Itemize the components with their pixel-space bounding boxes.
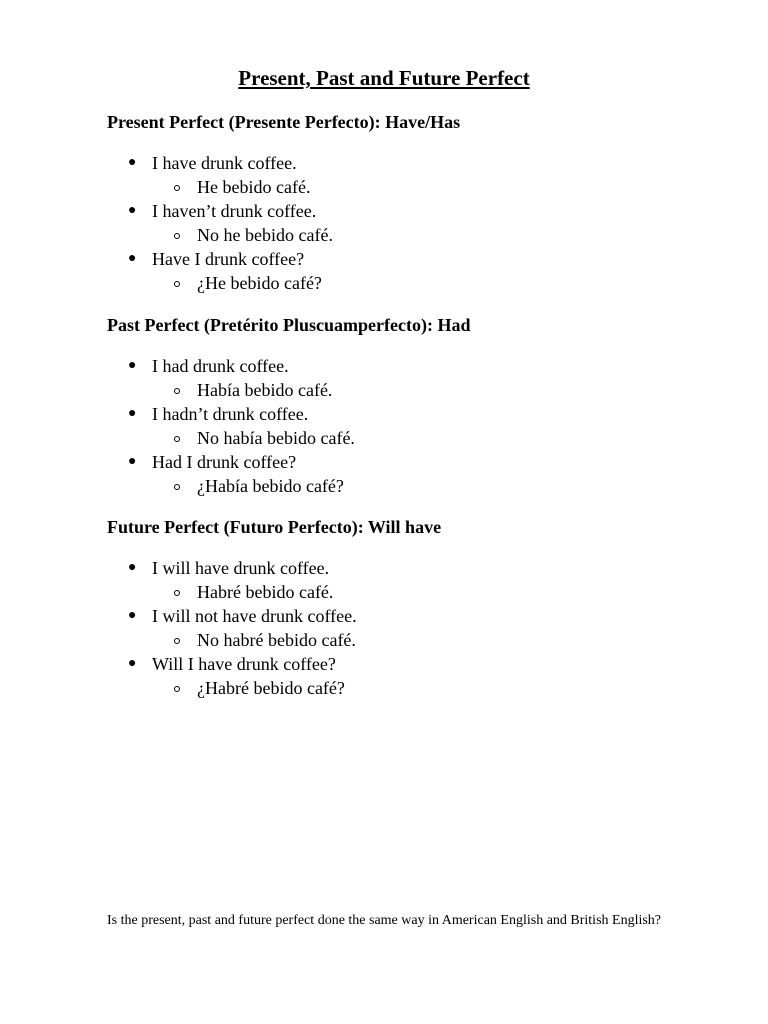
list-item	[107, 354, 727, 402]
english-text: I haven’t drunk coffee.	[152, 201, 317, 221]
spanish-translation	[107, 676, 727, 700]
bullet-icon: ●	[128, 203, 137, 218]
circle-bullet-icon	[174, 436, 180, 442]
list-item	[107, 151, 727, 199]
section-past-perfect	[107, 314, 727, 498]
section-heading: Past Perfect (Pretérito Pluscuamperfecto): Had	[107, 315, 471, 335]
section-present-perfect	[107, 111, 727, 295]
english-text: I hadn’t drunk coffee.	[152, 404, 309, 424]
english-text: Will I have drunk coffee?	[152, 654, 336, 674]
circle-bullet-icon	[174, 281, 180, 287]
footer-question: Is the present, past and future perfect done the same way in American English and British English?	[107, 913, 662, 928]
english-text: Have I drunk coffee?	[152, 249, 305, 269]
spanish-translation	[107, 628, 727, 652]
sentence-list	[107, 151, 727, 295]
document-title: Present, Past and Future Perfect	[238, 66, 530, 90]
section-future-perfect	[107, 516, 727, 700]
bullet-icon: ●	[128, 656, 137, 671]
english-text: Had I drunk coffee?	[152, 452, 297, 472]
spanish-text: ¿Habré bebido café?	[197, 678, 345, 698]
bullet-icon: ●	[128, 358, 137, 373]
bullet-icon: ●	[128, 155, 137, 170]
spanish-translation	[107, 378, 727, 402]
bullet-icon: ●	[128, 560, 137, 575]
list-item	[107, 604, 727, 652]
spanish-translation	[107, 223, 727, 247]
bullet-icon: ●	[128, 251, 137, 266]
sentence-list	[107, 354, 727, 498]
spanish-text: ¿Había bebido café?	[197, 476, 344, 496]
spanish-translation	[107, 271, 727, 295]
list-item	[107, 402, 727, 450]
circle-bullet-icon	[174, 590, 180, 596]
circle-bullet-icon	[174, 185, 180, 191]
bullet-icon: ●	[128, 608, 137, 623]
list-item	[107, 450, 727, 498]
spanish-text: No he bebido café.	[197, 225, 333, 245]
english-text: I had drunk coffee.	[152, 356, 289, 376]
sentence-list	[107, 556, 727, 700]
english-text: I will not have drunk coffee.	[152, 606, 357, 626]
spanish-text: ¿He bebido café?	[197, 273, 322, 293]
spanish-text: No había bebido café.	[197, 428, 355, 448]
section-heading: Future Perfect (Futuro Perfecto): Will have	[107, 517, 442, 537]
circle-bullet-icon	[174, 638, 180, 644]
circle-bullet-icon	[174, 484, 180, 490]
circle-bullet-icon	[174, 686, 180, 692]
english-sentence	[107, 247, 727, 271]
circle-bullet-icon	[174, 233, 180, 239]
spanish-text: Habré bebido café.	[197, 582, 334, 602]
english-sentence	[107, 199, 727, 223]
spanish-translation	[107, 426, 727, 450]
english-sentence	[107, 354, 727, 378]
list-item	[107, 556, 727, 604]
english-sentence	[107, 652, 727, 676]
english-sentence	[107, 450, 727, 474]
spanish-text: Había bebido café.	[197, 380, 333, 400]
english-sentence	[107, 402, 727, 426]
english-sentence	[107, 556, 727, 580]
english-text: I will have drunk coffee.	[152, 558, 330, 578]
spanish-translation	[107, 474, 727, 498]
spanish-text: No habré bebido café.	[197, 630, 356, 650]
bullet-icon: ●	[128, 406, 137, 421]
bullet-icon: ●	[128, 454, 137, 469]
spanish-translation	[107, 580, 727, 604]
circle-bullet-icon	[174, 388, 180, 394]
spanish-text: He bebido café.	[197, 177, 311, 197]
spanish-translation	[107, 175, 727, 199]
english-sentence	[107, 151, 727, 175]
list-item	[107, 199, 727, 247]
list-item	[107, 652, 727, 700]
list-item	[107, 247, 727, 295]
section-heading: Present Perfect (Presente Perfecto): Have/Has	[107, 112, 461, 132]
english-sentence	[107, 604, 727, 628]
english-text: I have drunk coffee.	[152, 153, 297, 173]
